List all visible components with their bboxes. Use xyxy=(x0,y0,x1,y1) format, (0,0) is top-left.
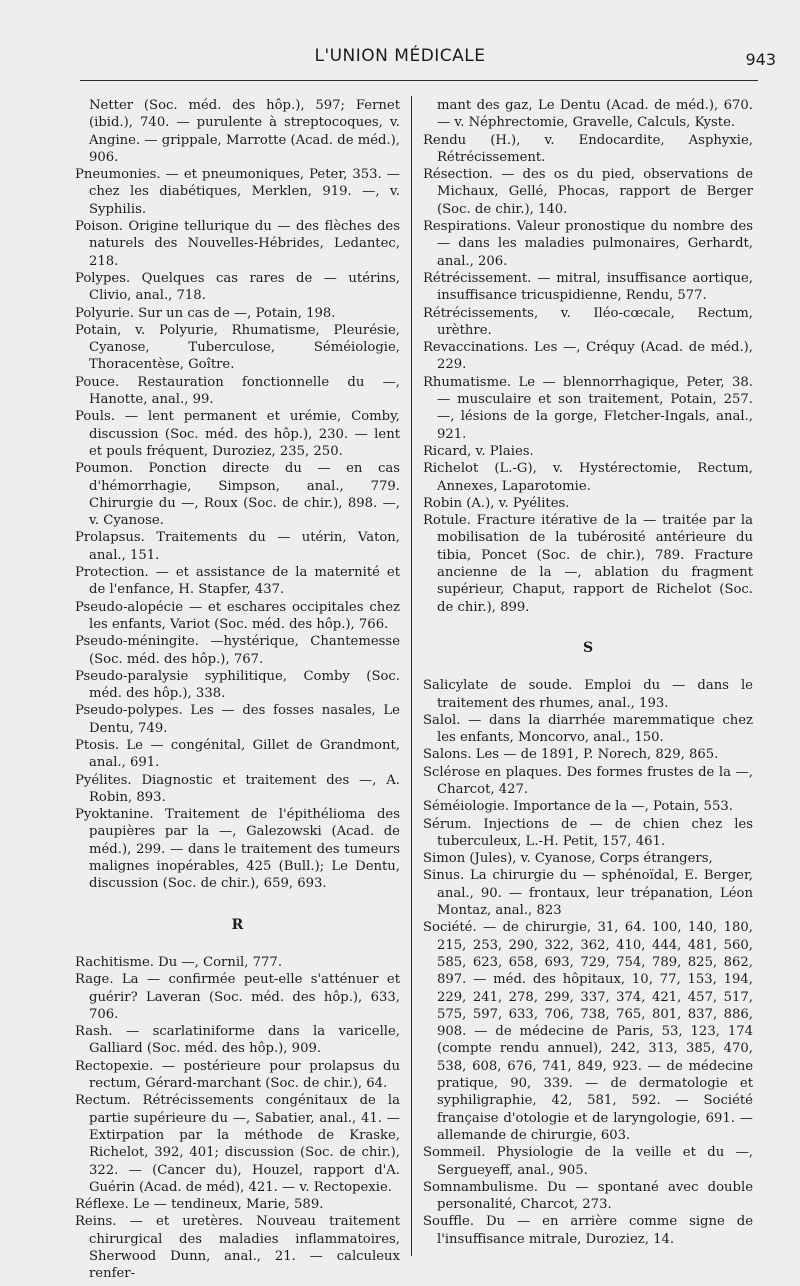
index-entry: Rhumatisme. Le — blennorrhagique, Peter, 38. — musculaire et son traitement, Potain, 257. —, lésions de la gorge, Fletcher-Ingals, anal., 921. xyxy=(423,374,753,442)
index-entry: Simon (Jules), v. Cyanose, Corps étrangers, xyxy=(423,851,713,867)
index-entry: Pouce. Restauration fonctionnelle du —, Hanotte, anal., 99. xyxy=(75,374,400,408)
index-entry: Rage. La — confirmée peut-elle s'atténuer et guérir? Laveran (Soc. méd. des hôp.), 633, 706. xyxy=(75,972,400,1022)
index-entry: Ptosis. Le — congénital, Gillet de Grandmont, anal., 691. xyxy=(75,737,400,771)
index-entry: Société. — de chirurgie, 31, 64. 100, 140, 180, 215, 253, 290, 322, 362, 410, 444, 481, 560, 585, 623, 658, 693, 729, 754, 789, 825, 862, 897. — méd. des hôpitaux, 10, 77, 153, 194, 229, 241, 278, 299, 337, 374, 421, 457, 517, 575, 597, 633, 706, 738, 765, 801, 837, 886, 908. — de médecine de Paris, 53, 123, 174 (compte rendu annuel), 242, 313, 385, 470, 538, 608, 676, 741, 849, 923. — de médecine pratique, 90, 339. — de dermatologie et syphiligraphie, 42, 581, 592. — Société française d'otologie et de laryngologie, 691. — allemande de chirurgie, 603. xyxy=(423,920,753,1143)
index-entry: Résection. — des os du pied, observations de Michaux, Gellé, Phocas, rapport de Berger (Soc. de chir.), 140. xyxy=(423,167,753,217)
index-entry: Salons. Les — de 1891, P. Norech, 829, 865. xyxy=(423,747,719,763)
index-entry: Séméiologie. Importance de la —, Potain, 553. xyxy=(423,799,733,815)
index-entry: Sinus. La chirurgie du — sphénoïdal, E. Berger, anal., 90. — frontaux, leur trépanation, Léon Montaz, anal., 823 xyxy=(423,868,753,919)
index-entry: Respirations. Valeur pronostique du nombre des — dans les maladies pulmonaires, Gerhardt, anal., 206. xyxy=(423,219,753,269)
index-entry: Poumon. Ponction directe du — en cas d'hémorrhagie, Simpson, anal., 779. Chirurgie du —, Roux (Soc. de chir.), 898. —, v. Cyanose. xyxy=(75,461,400,529)
running-title: L'UNION MÉDICALE xyxy=(314,46,486,66)
index-entry: Pyélites. Diagnostic et traitement des —, A. Robin, 893. xyxy=(75,772,400,805)
index-entry: Pouls. — lent permanent et urémie, Comby, discussion (Soc. méd. des hôp.), 230. — lent et pouls fréquent, Duroziez, 235, 250. xyxy=(75,409,400,459)
header-rule xyxy=(80,80,758,81)
index-entry: Somnambulisme. Du — spontané avec double personalité, Charcot, 273. xyxy=(423,1179,753,1213)
index-entry: Salol. — dans la diarrhée maremmatique chez les enfants, Moncorvo, anal., 150. xyxy=(423,712,753,746)
index-entry: Sclérose en plaques. Des formes frustes de la —, Charcot, 427. xyxy=(423,764,753,797)
index-entry: Pseudo-paralysie syphilitique, Comby (Soc. méd. des hôp.), 338. xyxy=(75,668,400,702)
page-number: 943 xyxy=(745,50,776,69)
index-entry: Netter (Soc. méd. des hôp.), 597; Fernet (ibid.), 740. — purulente à streptocoques, v. Angine. — grippale, Marrotte (Acad. de méd.), 906. xyxy=(89,98,400,165)
index-entry: Sérum. Injections de — de chien chez les tuberculeux, L.-H. Petit, 157, 461. xyxy=(423,816,753,849)
index-entry: Potain, v. Polyurie, Rhumatisme, Pleurésie, Cyanose, Tuberculose, Séméiologie, Thoracentèse, Goître. xyxy=(75,322,400,373)
index-entry: Pseudo-polypes. Les — des fosses nasales, Le Dentu, 749. xyxy=(75,703,400,736)
index-entry: Rash. — scarlatiniforme dans la varicelle, Galliard (Soc. méd. des hôp.), 909. xyxy=(75,1024,400,1057)
index-entry: Rotule. Fracture itérative de la — traitée par la mobilisation de la tubérosité antérieure du tibia, Poncet (Soc. de chir.), 789. Fracture ancienne de la —, ablation du fragment supérieur, Chaput, rapport de Richelot (Soc. de chir.), 899. xyxy=(423,513,753,615)
index-entry: Pseudo-alopécie — et eschares occipitales chez les enfants, Variot (Soc. méd. des hôp.), 766. xyxy=(75,599,400,632)
index-entry: Rétrécissements, v. Iléo-cœcale, Rectum, urèthre. xyxy=(423,305,753,338)
index-entry: Ricard, v. Plaies. xyxy=(423,443,534,459)
index-entry: Pseudo-méningite. —hystérique, Chantemesse (Soc. méd. des hôp.), 767. xyxy=(75,634,400,667)
index-entry: Rendu (H.), v. Endocardite, Asphyxie, Rétrécissement. xyxy=(423,132,753,165)
index-entry: Revaccinations. Les —, Créquy (Acad. de méd.), 229. xyxy=(423,340,753,373)
index-entry: Rétrécissement. — mitral, insuffisance aortique, insuffisance tricuspidienne, Rendu, 577. xyxy=(423,270,753,304)
index-entry: Réflexe. Le — tendineux, Marie, 589. xyxy=(75,1197,324,1213)
index-entry: Polyurie. Sur un cas de —, Potain, 198. xyxy=(75,305,336,321)
index-entry: Souffle. Du — en arrière comme signe de l'insuffisance mitrale, Duroziez, 14. xyxy=(423,1214,753,1247)
index-entry: Pneumonies. — et pneumoniques, Peter, 353. — chez les diabétiques, Merklen, 919. —, v. Syphilis. xyxy=(75,167,400,217)
index-entry: Protection. — et assistance de la maternité et de l'enfance, H. Stapfer, 437. xyxy=(75,565,400,598)
section-heading: R xyxy=(231,916,244,933)
column-divider xyxy=(411,96,412,1256)
index-entry: Sommeil. Physiologie de la veille et du —, Sergueyeff, anal., 905. xyxy=(423,1145,753,1178)
index-entry: Poison. Origine tellurique du — des flèches des naturels des Nouvelles-Hébrides, Ledantec, 218. xyxy=(75,219,400,269)
index-entry: Richelot (L.-G), v. Hystérectomie, Rectum, Annexes, Laparotomie. xyxy=(423,461,753,494)
index-entry: Robin (A.), v. Pyélites. xyxy=(423,495,570,511)
index-entry: Pyoktanine. Traitement de l'épithélioma des paupières par la —, Galezowski (Acad. de méd.), 299. — dans le traitement des tumeurs malignes inopérables, 425 (Bull.); Le Dentu, discussion (Soc. de chir.), 659, 693. xyxy=(75,807,400,892)
index-entry: Rachitisme. Du —, Cornil, 777. xyxy=(75,954,283,970)
index-entry: mant des gaz, Le Dentu (Acad. de méd.), 670. — v. Néphrectomie, Gravelle, Calculs, Kyste. xyxy=(437,98,753,131)
index-entry: Rectum. Rétrécissements congénitaux de la partie supérieure du —, Sabatier, anal., 41. — Extirpation par la méthode de Kraske, Richelot, 392, 401; discussion (Soc. de chir.), 322. — (Cancer du), Houzel, rapport d'A. Guérin (Acad. de méd), 421. — v. Rectopexie. xyxy=(75,1093,400,1195)
index-entry: Reins. — et uretères. Nouveau traitement chirurgical des maladies inflammatoires, Sherwood Dunn, anal., 21. — calculeux renfer- xyxy=(75,1214,400,1282)
index-entry: Polypes. Quelques cas rares de — utérins, Clivio, anal., 718. xyxy=(75,270,400,304)
index-entry: Prolapsus. Traitements du — utérin, Vaton, anal., 151. xyxy=(75,530,400,563)
right-column xyxy=(423,97,753,1248)
section-heading: S xyxy=(582,639,594,656)
index-entry: Rectopexie. — postérieure pour prolapsus du rectum, Gérard-marchant (Soc. de chir.), 64. xyxy=(75,1058,400,1092)
index-entry: Salicylate de soude. Emploi du — dans le traitement des rhumes, anal., 193. xyxy=(423,678,753,711)
left-column xyxy=(75,97,400,1283)
